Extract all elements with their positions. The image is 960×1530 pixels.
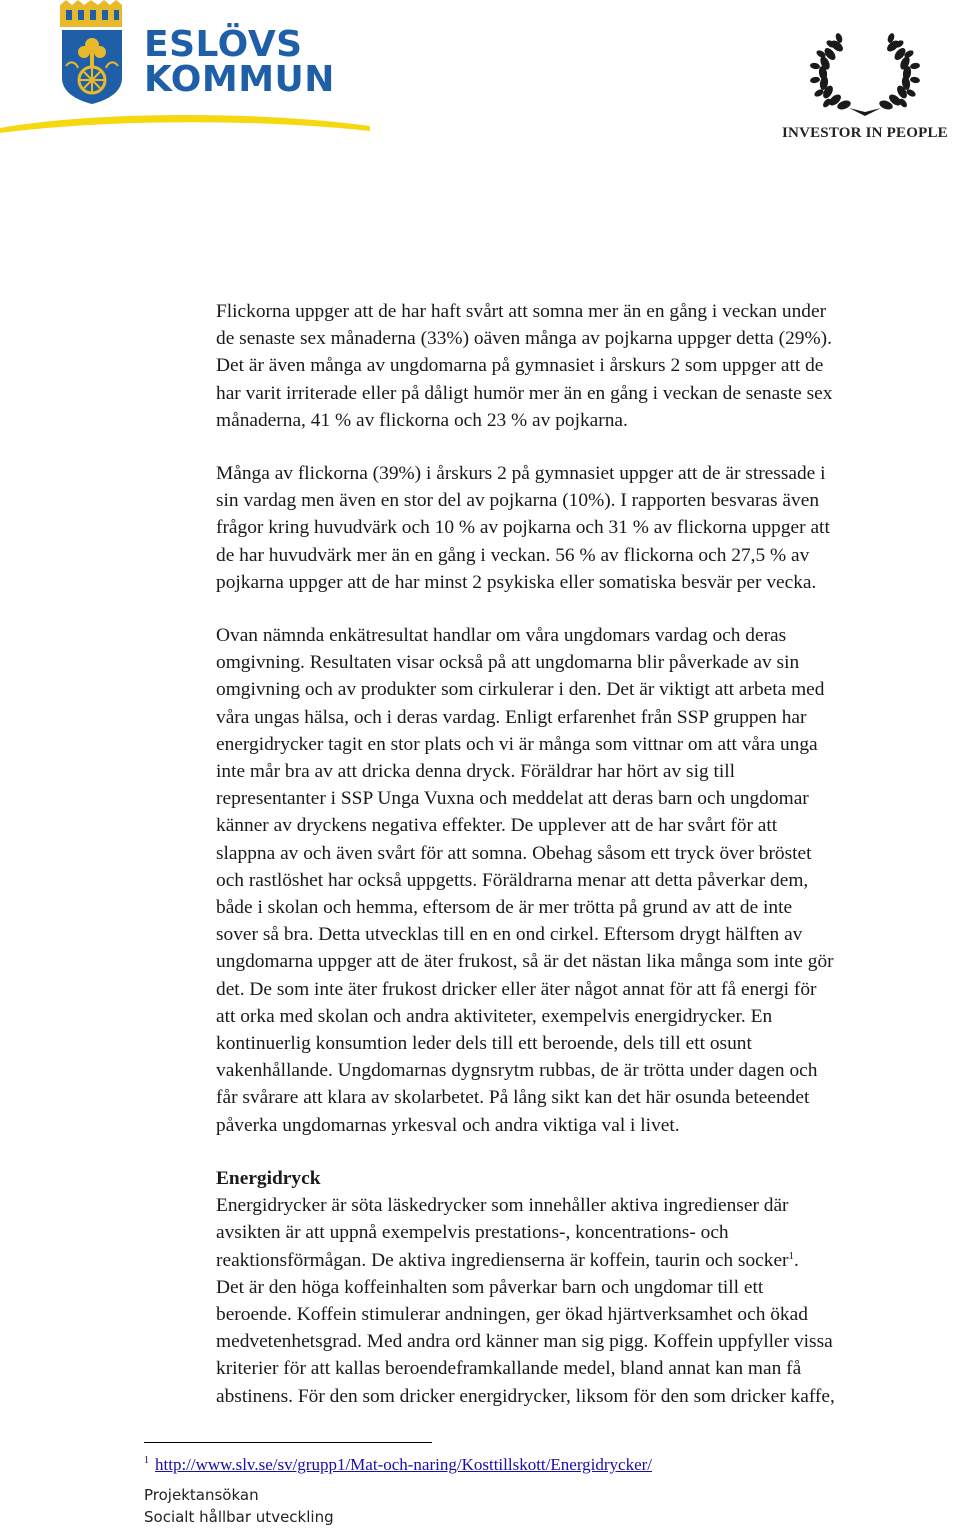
paragraph-sleep-mood bbox=[216, 298, 960, 434]
municipality-name bbox=[144, 24, 335, 100]
text-line: inte mår bra av att dricka denna dryck. Föräldrar har hört av sig till bbox=[216, 761, 736, 783]
text-line: medvetenhetsgrad. Med andra ord känner man sig pigg. Koffein uppfyller vissa bbox=[216, 1331, 833, 1353]
text-line: känner av dryckens negativa effekter. De upplever att de har svårt för att bbox=[216, 815, 778, 837]
footnote-divider bbox=[144, 1442, 432, 1443]
text-line: det. De som inte äter frukost dricker eller äter något annat för att få energi för bbox=[216, 978, 817, 1000]
text-line: både i skolan och hemma, eftersom de är mer trötta på grund av att de inte bbox=[216, 897, 793, 919]
footnote bbox=[144, 1455, 652, 1475]
text-line-with-footnote bbox=[216, 1247, 960, 1274]
municipality-name-line2: KOMMUN bbox=[144, 59, 335, 100]
text-fragment: . bbox=[794, 1249, 799, 1271]
text-line: och rastlöshet har också uppgetts. Föräldrarna menar att detta påverkar dem, bbox=[216, 869, 809, 891]
text-line: Energidrycker är söta läskedrycker som innehåller aktiva ingredienser där bbox=[216, 1195, 789, 1217]
text-line: Många av flickorna (39%) i årskurs 2 på gymnasiet uppger att de är stressade i bbox=[216, 463, 826, 485]
footnote-number: 1 bbox=[144, 1455, 149, 1466]
text-line: omgivning och av produkter som cirkulerar i den. Det är viktigt att arbeta med bbox=[216, 679, 825, 701]
crest-icon bbox=[60, 0, 122, 104]
section-energidryck bbox=[216, 1165, 960, 1410]
text-line: får svårare att klara av skolarbetet. På lång sikt kan det här osunda beteendet bbox=[216, 1087, 810, 1109]
footnote-reference[interactable]: 1 bbox=[788, 1249, 795, 1262]
text-line: abstinens. För den som dricker energidrycker, liksom för den som dricker kaffe, bbox=[216, 1385, 835, 1407]
text-line: ungdomarna uppger att de äter frukost, så är det nästan lika många som inte gör bbox=[216, 951, 834, 973]
text-line: de har huvudvärk mer än en gång i veckan. 56 % av flickorna och 27,5 % av bbox=[216, 544, 810, 566]
text-line: slappna av och även svårt för att somna. Obehag såsom ett tryck över bröstet bbox=[216, 842, 812, 864]
text-line: vakenhållande. Ungdomarnas dygnsrytm rubbas, de är trötta under dagen och bbox=[216, 1060, 818, 1082]
section-heading: Energidryck bbox=[216, 1167, 321, 1189]
text-line: att orka med skolan och andra aktiviteter, exempelvis energidrycker. En bbox=[216, 1005, 773, 1027]
text-line: Flickorna uppger att de har haft svårt att somna mer än en gång i veckan under bbox=[216, 301, 827, 322]
paragraph-survey-results bbox=[216, 622, 960, 1139]
text-line: kriterier för att kallas beroendeframkallande medel, bland annat kan man få bbox=[216, 1358, 802, 1380]
text-line: representanter i SSP Unga Vuxna och meddelat att deras barn och ungdomar bbox=[216, 788, 809, 810]
municipality-name-line1: ESLÖVS bbox=[144, 24, 303, 65]
text-line: Ovan nämnda enkätresultat handlar om våra ungdomars vardag och deras bbox=[216, 625, 787, 647]
text-line: Det är även många av ungdomarna på gymnasiet i årskurs 2 som uppger att de bbox=[216, 355, 824, 377]
text-line: energidrycker tagit en stor plats och vi är många som vittnar om att våra unga bbox=[216, 733, 818, 755]
text-fragment: reaktionsförmågan. De aktiva ingredienserna är koffein, taurin och socker bbox=[216, 1249, 789, 1271]
text-line: beroende. Koffein stimulerar andningen, ger ökad hjärtverksamhet och ökad bbox=[216, 1303, 808, 1325]
text-line: omgivning. Resultaten visar också på att ungdomarna blir påverkade av sin bbox=[216, 652, 800, 674]
page-footer bbox=[144, 1484, 334, 1528]
text-line: Det är den höga koffeinhalten som påverkar barn och ungdomar till ett bbox=[216, 1276, 764, 1298]
footer-project-name: Socialt hållbar utveckling bbox=[144, 1508, 334, 1526]
footer-project-label: Projektansökan bbox=[144, 1486, 259, 1504]
investor-in-people-text: INVESTOR IN PEOPLE bbox=[782, 125, 948, 141]
text-line: våra ungas hälsa, och i deras vardag. Enligt erfarenhet från SSP gruppen har bbox=[216, 706, 807, 728]
text-line: frågor kring huvudvärk och 10 % av pojkarna och 31 % av flickorna uppger att bbox=[216, 517, 830, 539]
footnote-link[interactable]: http://www.slv.se/sv/grupp1/Mat-och-naring/Kosttillskott/Energidrycker/ bbox=[155, 1455, 653, 1474]
text-line: sin vardag men även en stor del av pojkarna (10%). I rapporten besvaras även bbox=[216, 490, 820, 512]
text-line: har varit irriterade eller på dåligt humör mer än en gång i veckan de senaste sex bbox=[216, 382, 833, 404]
text-line: avsikten är att uppnå exempelvis prestations-, koncentrations- och bbox=[216, 1222, 729, 1244]
paragraph-energy-drink bbox=[216, 1192, 960, 1410]
text-line: månaderna, 41 % av flickorna och 23 % av pojkarna. bbox=[216, 409, 628, 431]
yellow-swoosh bbox=[0, 115, 370, 133]
text-line: påverka ungdomarnas yrkesval och andra viktiga val i livet. bbox=[216, 1114, 680, 1136]
text-line: pojkarna uppger att de har minst 2 psykiska eller somatiska besvär per vecka. bbox=[216, 571, 817, 593]
text-line: kontinuerlig konsumtion leder dels till ett beroende, dels till ett osunt bbox=[216, 1033, 752, 1055]
document-body bbox=[216, 298, 960, 1410]
text-line: de senaste sex månaderna (33%) oäven många av pojkarna uppger detta (29%). bbox=[216, 328, 832, 350]
text-line: sover så bra. Detta utvecklas till en en ond cirkel. Eftersom drygt hälften av bbox=[216, 924, 803, 946]
paragraph-stress-headache bbox=[216, 460, 960, 596]
